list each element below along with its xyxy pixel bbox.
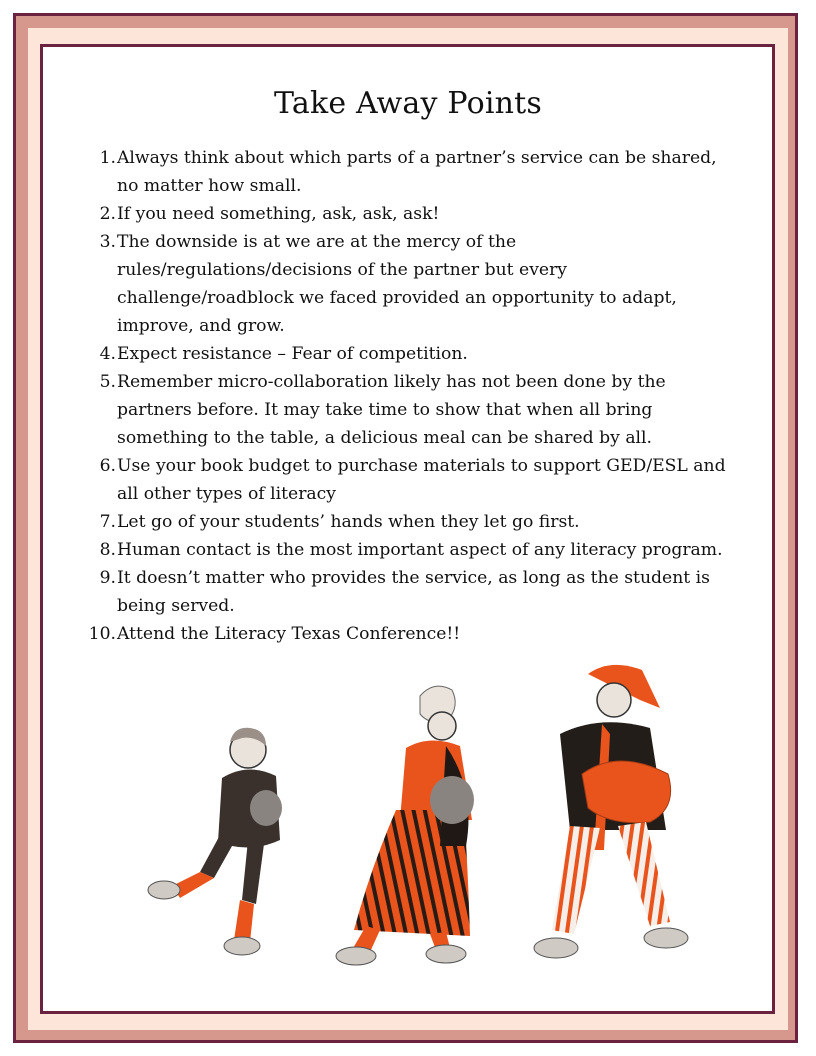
list-item <box>86 144 736 200</box>
boy-figure <box>148 728 282 955</box>
item-number: 3. <box>99 232 116 252</box>
list-item <box>86 564 736 620</box>
item-text: It doesn’t matter who provides the service, as long as the student is being served. <box>117 568 710 616</box>
list-item <box>86 228 736 340</box>
item-text: Expect resistance – Fear of competition. <box>117 344 468 364</box>
item-number: 8. <box>99 540 116 560</box>
item-text: Attend the Literacy Texas Conference!! <box>117 624 461 644</box>
item-number: 10. <box>88 624 116 644</box>
item-number: 6. <box>99 456 116 476</box>
item-text: Let go of your students’ hands when they let go first. <box>117 512 580 532</box>
illustration <box>130 650 730 990</box>
item-number: 7. <box>99 512 116 532</box>
woman-figure <box>336 686 474 965</box>
page-title: Take Away Points <box>274 86 542 121</box>
item-number: 4. <box>99 344 116 364</box>
list-item <box>86 368 736 452</box>
list-item <box>86 508 736 536</box>
item-text: The downside is at we are at the mercy of the rules/regulations/decisions of the partner but every challenge/roadblock we faced provided an opportunity to adapt, improve, and grow. <box>117 232 677 336</box>
item-text: Remember micro-collaboration likely has not been done by the partners before. It may take time to show that when all bring something to the table, a delicious meal can be shared by all. <box>117 372 666 448</box>
list-item <box>86 620 736 648</box>
item-text: If you need something, ask, ask, ask! <box>117 204 440 224</box>
list-item <box>86 452 736 508</box>
list-item <box>86 536 736 564</box>
man-figure <box>534 665 688 958</box>
item-number: 5. <box>99 372 116 392</box>
list-item <box>86 200 736 228</box>
item-number: 2. <box>99 204 116 224</box>
item-text: Human contact is the most important aspect of any literacy program. <box>117 540 723 560</box>
list-item <box>86 340 736 368</box>
item-text: Always think about which parts of a partner’s service can be shared, no matter how small. <box>117 148 717 196</box>
item-number: 1. <box>99 148 116 168</box>
item-number: 9. <box>99 568 116 588</box>
item-text: Use your book budget to purchase materials to support GED/ESL and all other types of literacy <box>117 456 726 504</box>
take-away-list <box>86 144 736 648</box>
